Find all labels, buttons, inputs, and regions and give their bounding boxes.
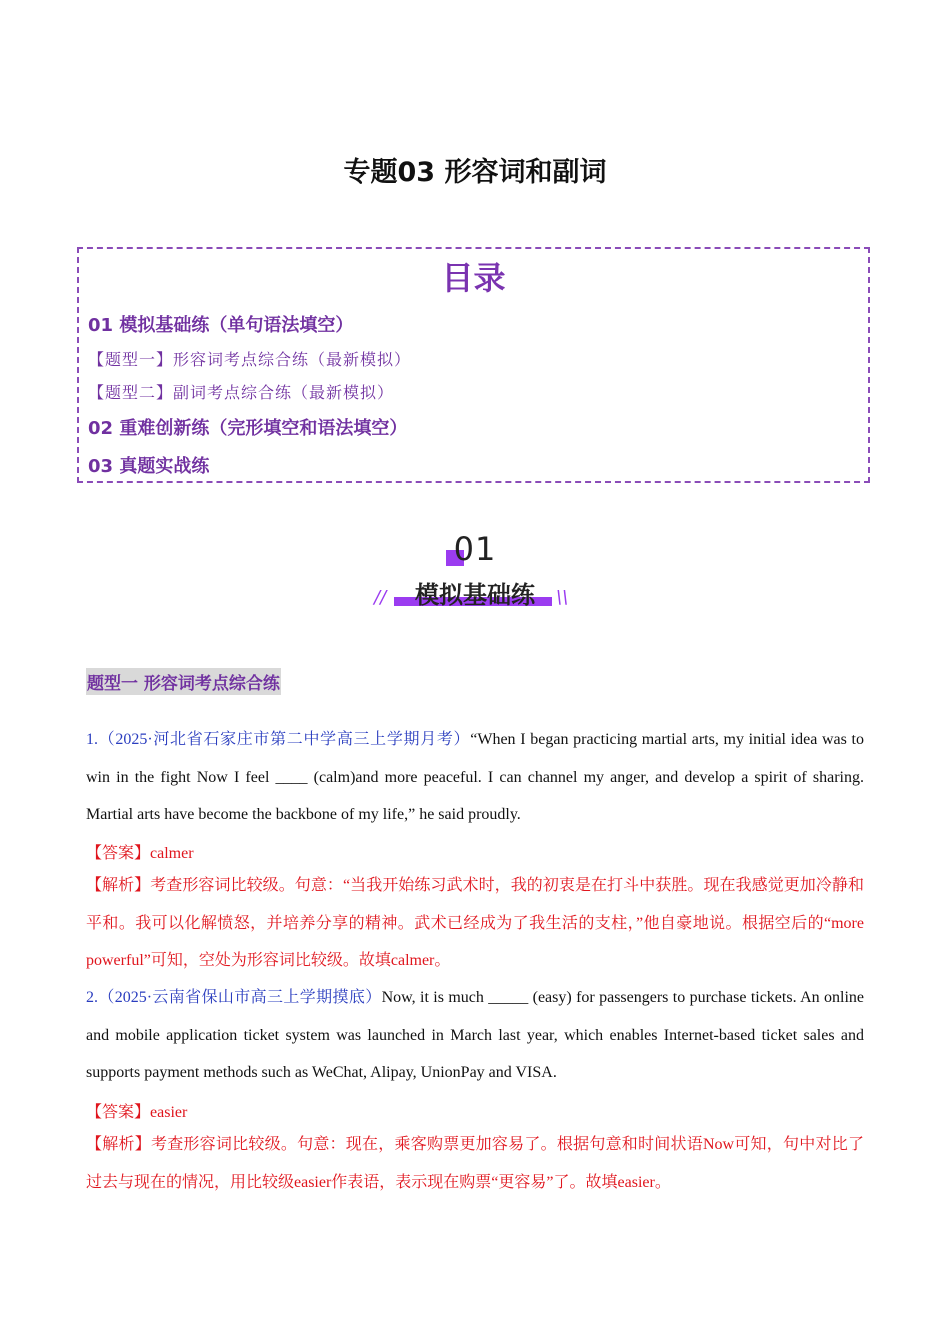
question-2-source: （2025·云南省保山市高三上学期摸底） bbox=[98, 989, 382, 1006]
toc-item-type1[interactable]: 【题型一】形容词考点综合练（最新模拟） bbox=[88, 350, 412, 369]
question-2-analysis bbox=[86, 1126, 864, 1201]
left-slash-decoration: // bbox=[374, 587, 387, 608]
table-of-contents bbox=[77, 247, 870, 483]
toc-item-01[interactable]: 01 模拟基础练（单句语法填空） bbox=[88, 315, 354, 336]
page-title: 专题03 形容词和副词 bbox=[343, 157, 607, 188]
question-1 bbox=[86, 721, 864, 834]
analysis-label: 【解析】 bbox=[86, 877, 151, 894]
question-1-number: 1. bbox=[86, 731, 98, 748]
right-slash-decoration: \\ bbox=[556, 587, 569, 608]
analysis-text: 考查形容词比较级。句意：现在，乘客购票更加容易了。根据句意和时间状语Now可知，句中对比了过去与现在的情况，用比较级easier作表语，表示现在购票“更容易”了。故填easier。 bbox=[86, 1136, 864, 1191]
section-header bbox=[370, 530, 580, 615]
section-number: 01 bbox=[453, 530, 497, 568]
question-2-answer bbox=[86, 1099, 187, 1122]
section-name: 模拟基础练 bbox=[415, 581, 535, 609]
answer-label: 【答案】 bbox=[86, 1104, 151, 1121]
question-1-answer bbox=[86, 840, 194, 863]
question-type-heading: 题型一 形容词考点综合练 bbox=[86, 668, 281, 695]
answer-value: easier bbox=[150, 1104, 188, 1121]
toc-item-02[interactable]: 02 重难创新练（完形填空和语法填空） bbox=[88, 418, 408, 439]
question-2-number: 2. bbox=[86, 989, 98, 1006]
analysis-text: 考查形容词比较级。句意：“当我开始练习武术时，我的初衷是在打斗中获胜。现在我感觉更加冷静和平和。我可以化解愤怒，并培养分享的精神。武术已经成为了我生活的支柱，”他自豪地说。根据空后的“more powerful”可知，空处为形容词比较级。故填calmer。 bbox=[86, 877, 864, 969]
question-2-text: Now, it is much _____ (easy) for passengers to purchase tickets. An online and mobile application ticket system was launched in March last year, which enables Internet-based ticket sales and supports payment methods such as WeChat, Alipay, UnionPay and VISA. bbox=[86, 989, 864, 1081]
question-1-source: （2025·河北省石家庄市第二中学高三上学期月考） bbox=[98, 731, 471, 748]
question-1-analysis bbox=[86, 867, 864, 980]
toc-item-type2[interactable]: 【题型二】副词考点综合练（最新模拟） bbox=[88, 383, 395, 402]
toc-item-03[interactable]: 03 真题实战练 bbox=[88, 456, 210, 477]
answer-value: calmer bbox=[150, 845, 194, 862]
question-1-text: “When I began practicing martial arts, my initial idea was to win in the fight Now I feel ____ (calm)and more peaceful. I can channel my anger, and develop a spirit of sharing. Martial arts have become the backbone of my life,” he said proudly. bbox=[86, 731, 864, 823]
question-2 bbox=[86, 979, 864, 1092]
toc-heading: 目录 bbox=[441, 259, 506, 297]
answer-label: 【答案】 bbox=[86, 845, 151, 862]
analysis-label: 【解析】 bbox=[86, 1136, 151, 1153]
